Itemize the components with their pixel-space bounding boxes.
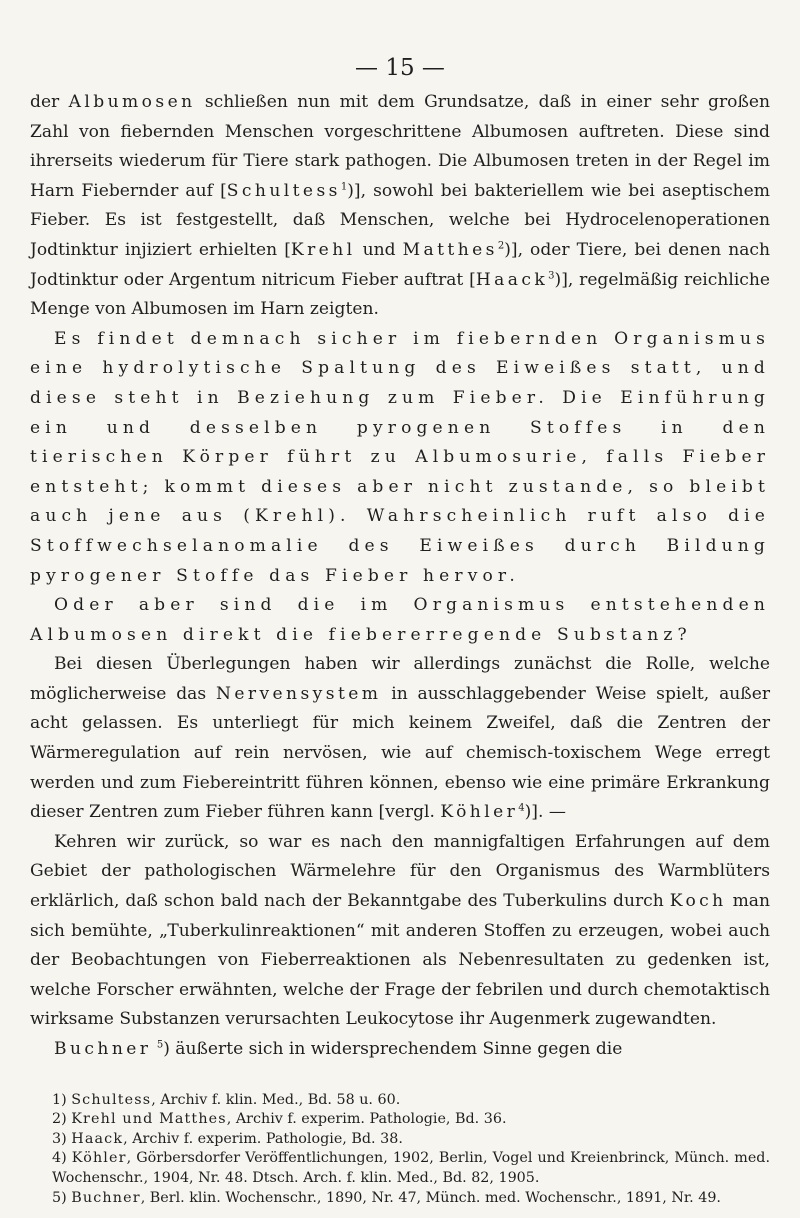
footnote: 1) Schultess, Archiv f. klin. Med., Bd. 58 u. 60. — [52, 1091, 401, 1108]
footnote: 4) Köhler, Görbersdorfer Veröffentlichungen, 1902, Berlin, Vogel und Kreienbrinck, Münch. med. Wochenschr., 1904, Nr. 48. Dtsch. Arch. f. klin. Med., Bd. 82, 1905. — [52, 1150, 770, 1186]
spaced-term: Nervensystem — [215, 683, 382, 704]
footnote-ref: 4 — [518, 802, 525, 814]
paragraph-5: Kehren wir zurück, so war es nach den mannigfaltigen Erfahrungen auf dem Gebiet der pathologischen Wärmelehre für den Organismus des Warmblüters erklärlich, daß schon bald nach der Bekanntgabe des Tuberkulins durch Koch man sich bemühte, „Tuberkulinreaktionen“ mit anderen Stoffen zu erzeugen, wobei auch der Beobachtungen von Fieberreaktionen als Nebenresultaten zu gedenken ist, welche Forscher erwähnten, welche der Frage der febrilen und durch chemotaktisch wirksame Substanzen verursachten Leukocytose ihr Augenmerk zugewandten. — [30, 831, 770, 1030]
footnote: 5) Buchner, Berl. klin. Wochenschr., 1890, Nr. 47, Münch. med. Wochenschr., 1891, Nr. 49. — [52, 1189, 721, 1206]
paragraph-2-emphasized: Es findet demnach sicher im fiebernden Organismus eine hydrolytische Spaltung des Eiweißes statt, und diese steht in Beziehung zum Fieber. Die Einführung ein und desselben pyrogenen Stoffes in den tierischen Körper führt zu Albumosurie, falls Fieber entsteht; kommt dieses aber nicht zustande, so bleibt auch jene aus (Krehl). Wahrscheinlich ruft also die Stoffwechselanomalie des Eiweißes durch Bildung pyrogener Stoffe das Fieber hervor. — [30, 328, 770, 586]
author-name: Schultess — [226, 180, 341, 201]
spaced-term: Albumosen — [68, 92, 196, 112]
footnote-ref: 1 — [340, 181, 348, 193]
footnote-ref: 3 — [548, 269, 555, 281]
footnote: 3) Haack, Archiv f. experim. Pathologie, Bd. 38. — [52, 1130, 403, 1147]
author-name: Krehl — [290, 239, 356, 260]
author-name: Koch — [669, 891, 727, 912]
paragraph-4: Bei diesen Überlegungen haben wir allerdings zunächst die Rolle, welche möglicherweise das Nervensystem in ausschlaggebender Weise spielt, außer acht gelassen. Es unterliegt für mich keinem Zweifel, daß die Zentren der Wärmeregulation auf rein nervösen, wie auf chemisch-toxischem Wege erregt werden und zum Fiebereintritt führen können, ebenso wie eine primäre Erkrankung dieser Zentren zum Fieber führen kann [vergl. Köhler$^4$)]. — — [30, 654, 770, 823]
author-name: Haack — [475, 269, 549, 290]
footnote-ref: 2 — [497, 240, 505, 252]
paragraph-1: der Albumosen schließen nun mit dem Grundsatze, daß in einer sehr großen Zahl von fiebernden Menschen vorgeschrittene Albumosen auftreten. Diese sind ihrerseits wiederum für Tiere stark pathogen. Die Albumosen treten in der Regel im Harn Fiebernder auf [Schultess$^1$)], sowohl bei bakteriellem wie bei aseptischem Fieber. Es ist festgestellt, daß Menschen, welche bei Hydrocelenoperationen Jodtinktur injiziert erhielten [Krehl und Matthes$^2$)], oder Tiere, bei denen nach Jodtinktur oder Argentum nitricum Fieber auftrat [Haack$^3$)], regelmäßig reichliche Menge von Albumosen im Harn zeigten. — [30, 92, 770, 320]
author-name: Matthes — [402, 239, 498, 260]
page-number: — 15 — — [355, 55, 445, 81]
author-name: Buchner — [54, 1039, 152, 1059]
footnote-ref: 5 — [156, 1039, 164, 1051]
paragraph-6: Buchner $^5$) äußerte sich in widersprechendem Sinne gegen die — [54, 1039, 623, 1059]
footnotes — [30, 1091, 770, 1209]
body-text — [30, 88, 770, 1065]
author-name: Köhler — [440, 802, 519, 823]
paragraph-3-emphasized: Oder aber sind die im Organismus entstehenden Albumosen direkt die fiebererregende Substanz? — [30, 595, 770, 645]
footnote: 2) Krehl und Matthes, Archiv f. experim. Pathologie, Bd. 36. — [52, 1111, 507, 1128]
